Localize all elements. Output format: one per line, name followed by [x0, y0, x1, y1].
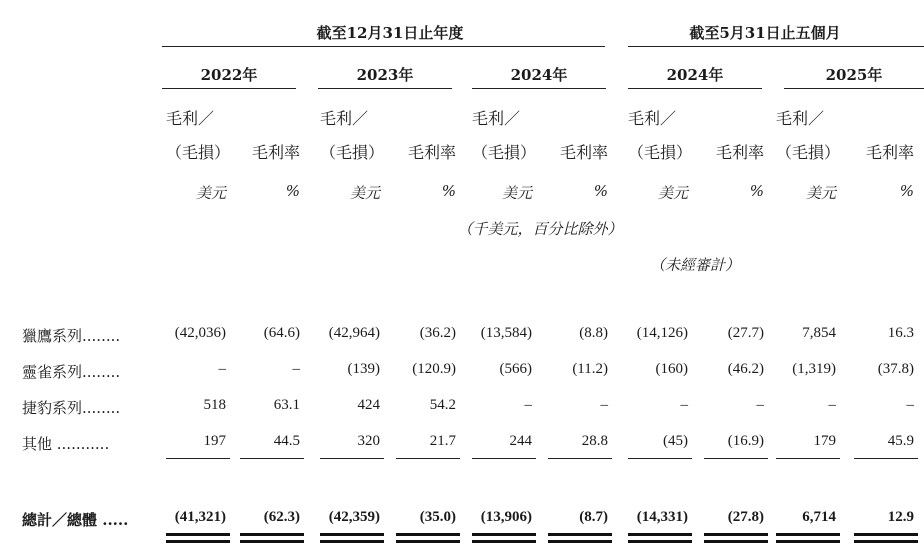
table-cell: –: [600, 397, 608, 413]
total-double-rule: [854, 533, 918, 536]
table-cell: (1,319): [792, 361, 836, 377]
total-double-rule: [548, 533, 612, 536]
total-double-rule: [704, 533, 768, 536]
total-row-label: 總計／總體 .....: [22, 511, 129, 529]
gross-margin-header: 毛利率: [715, 143, 764, 162]
total-double-rule: [320, 540, 384, 543]
note-thousand-usd: （千美元，百分比除外）: [457, 220, 623, 238]
group-header-period-rule: [628, 46, 924, 47]
gross-margin-header: 毛利率: [251, 143, 300, 162]
unit-percent-label: %: [441, 182, 456, 200]
total-double-rule: [776, 540, 840, 543]
unit-percent-label: %: [285, 182, 300, 200]
unit-usd-label: 美元: [195, 184, 226, 202]
row-jaguar-series-label: 捷豹系列........: [22, 399, 121, 417]
gross-profit-header-line1: 毛利／: [776, 109, 825, 128]
table-cell: (36.2): [419, 325, 456, 341]
table-cell: –: [828, 397, 836, 413]
table-cell: –: [756, 397, 764, 413]
table-cell: (42,964): [328, 325, 380, 341]
total-double-rule: [854, 540, 918, 543]
row-lingque-series-label: 靈雀系列........: [22, 363, 121, 381]
subtotal-rule: [628, 458, 692, 459]
total-cell: 12.9: [887, 509, 914, 525]
subtotal-rule: [854, 458, 918, 459]
group-header-year-rule: [162, 46, 605, 47]
year-rule-2022: [162, 88, 296, 89]
table-cell: 45.9: [887, 433, 914, 449]
unit-usd-label: 美元: [805, 184, 836, 202]
unit-usd-label: 美元: [349, 184, 380, 202]
table-cell: (120.9): [412, 361, 456, 377]
total-double-rule: [396, 540, 460, 543]
year-header-2022: 2022年: [200, 66, 258, 84]
table-cell: (14,126): [636, 325, 688, 341]
total-double-rule: [548, 540, 612, 543]
subtotal-rule: [240, 458, 304, 459]
table-cell: (27.7): [727, 325, 764, 341]
unit-percent-label: %: [899, 182, 914, 200]
table-cell: 244: [509, 433, 532, 449]
total-double-rule: [166, 540, 230, 543]
year-header-2024: 2024年: [510, 66, 568, 84]
gross-margin-header: 毛利率: [407, 143, 456, 162]
year-rule-2024-5m: [628, 88, 762, 89]
group-header-year: 截至12月31日止年度: [316, 24, 464, 42]
subtotal-rule: [396, 458, 460, 459]
subtotal-rule: [704, 458, 768, 459]
total-double-rule: [776, 533, 840, 536]
subtotal-rule: [776, 458, 840, 459]
table-cell: –: [524, 397, 532, 413]
gross-profit-header-line1: 毛利／: [166, 109, 215, 128]
table-cell: (11.2): [572, 361, 608, 377]
table-cell: 518: [203, 397, 226, 413]
total-cell: (27.8): [727, 509, 764, 525]
total-double-rule: [240, 540, 304, 543]
gross-profit-header-line1: 毛利／: [320, 109, 369, 128]
table-cell: 424: [357, 397, 380, 413]
total-cell: (35.0): [419, 509, 456, 525]
table-cell: 44.5: [273, 433, 300, 449]
table-cell: –: [906, 397, 914, 413]
table-cell: (42,036): [174, 325, 226, 341]
unit-usd-label: 美元: [501, 184, 532, 202]
table-cell: –: [680, 397, 688, 413]
unit-usd-label: 美元: [657, 184, 688, 202]
unit-percent-label: %: [593, 182, 608, 200]
total-cell: (14,331): [636, 509, 688, 525]
table-cell: (160): [655, 361, 688, 377]
total-double-rule: [704, 540, 768, 543]
total-double-rule: [240, 533, 304, 536]
subtotal-rule: [548, 458, 612, 459]
total-double-rule: [472, 540, 536, 543]
subtotal-rule: [320, 458, 384, 459]
table-cell: –: [292, 361, 300, 377]
table-cell: (46.2): [727, 361, 764, 377]
total-cell: (8.7): [579, 509, 608, 525]
total-cell: (42,359): [328, 509, 380, 525]
year-rule-2023: [318, 88, 452, 89]
gross-margin-header: 毛利率: [865, 143, 914, 162]
total-double-rule: [472, 533, 536, 536]
table-cell: 28.8: [581, 433, 608, 449]
gross-margin-header: 毛利率: [559, 143, 608, 162]
table-cell: (139): [347, 361, 380, 377]
table-cell: (8.8): [579, 325, 608, 341]
unit-percent-label: %: [749, 182, 764, 200]
table-cell: 197: [203, 433, 226, 449]
table-cell: 21.7: [429, 433, 456, 449]
total-double-rule: [628, 540, 692, 543]
table-cell: 54.2: [429, 397, 456, 413]
table-cell: 179: [813, 433, 836, 449]
table-cell: (13,584): [480, 325, 532, 341]
table-cell: 320: [357, 433, 380, 449]
row-others-label: 其他 ...........: [22, 435, 110, 453]
table-cell: 7,854: [802, 325, 836, 341]
total-cell: (41,321): [174, 509, 226, 525]
total-cell: (62.3): [263, 509, 300, 525]
note-unaudited: （未經審計）: [649, 256, 740, 274]
total-cell: (13,906): [480, 509, 532, 525]
total-double-rule: [320, 533, 384, 536]
year-header-2025: 2025年: [825, 66, 883, 84]
year-rule-2025: [784, 88, 924, 89]
table-cell: (45): [663, 433, 688, 449]
total-double-rule: [166, 533, 230, 536]
table-cell: 63.1: [273, 397, 300, 413]
table-cell: 16.3: [887, 325, 914, 341]
subtotal-rule: [166, 458, 230, 459]
total-double-rule: [396, 533, 460, 536]
gross-profit-header-line2: （毛損）: [472, 143, 537, 162]
gross-profit-header-line1: 毛利／: [628, 109, 677, 128]
year-header-2024-5m: 2024年: [666, 66, 724, 84]
total-double-rule: [628, 533, 692, 536]
row-falcon-series-label: 獵鷹系列........: [22, 327, 121, 345]
table-cell: (566): [499, 361, 532, 377]
gross-profit-header-line1: 毛利／: [472, 109, 521, 128]
gross-profit-header-line2: （毛損）: [628, 143, 693, 162]
gross-profit-header-line2: （毛損）: [776, 143, 841, 162]
gross-profit-header-line2: （毛損）: [166, 143, 231, 162]
gross-profit-header-line2: （毛損）: [320, 143, 385, 162]
group-header-period: 截至5月31日止五個月: [689, 24, 841, 42]
table-cell: (37.8): [877, 361, 914, 377]
table-cell: –: [218, 361, 226, 377]
subtotal-rule: [472, 458, 536, 459]
total-cell: 6,714: [802, 509, 836, 525]
table-cell: (16.9): [727, 433, 764, 449]
table-cell: (64.6): [263, 325, 300, 341]
year-header-2023: 2023年: [356, 66, 414, 84]
year-rule-2024: [472, 88, 606, 89]
